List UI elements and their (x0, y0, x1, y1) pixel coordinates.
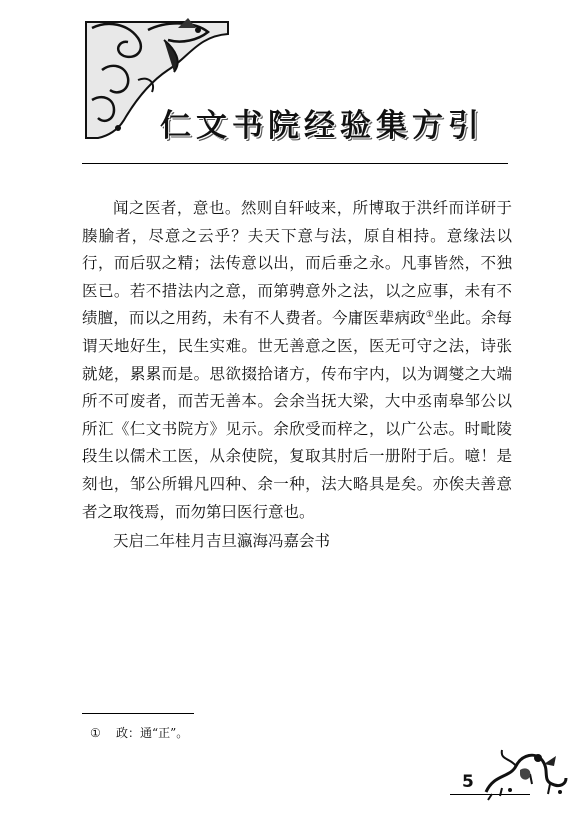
page-number: 5 (462, 772, 474, 792)
paragraph-text-before: 闻之医者，意也。然则自轩岐来，所博取于洪纤而详研于腠腧者，尽意之云乎？夫天下意与法，原自相持。意缘法以行，而后驭之精；法传意以出，而后垂之永。凡事皆然，不独医已。若不措法内之意，而第骋意外之法，以之应事，未有不绩膻，而以之用药，未有不人费者。今庸医辈病政 (82, 199, 512, 328)
main-text (82, 195, 512, 556)
footnote-marker: ① (425, 310, 434, 321)
signature-line: 天启二年桂月吉旦瀛海冯嘉会书 (113, 532, 331, 551)
page-title: 仁文书院经验集方引 (160, 108, 484, 144)
body-paragraph (82, 195, 512, 526)
footnote-divider (82, 713, 194, 714)
title-divider (82, 163, 508, 164)
paragraph-text-after: 坐此。余每谓天地好生，民生实难。世无善意之医，医无可守之法，诗张就姥，累累而是。思欲掇拾诸方，传布宇内，以为调燮之大端所不可废者，而苦无善本。会余当抚大梁，大中丞南皋邹公以所汇《仁文书院方》见示。余欣受而梓之，以广公志。时毗陵段生以儒术工医，从余使院，复取其肘后一册附于后。噫！是刻也，邹公所辑凡四种、余一种，法大略具是矣。亦俟夫善意者之取筏焉，而勿第曰医行意也。 (82, 309, 512, 521)
footnote-text: 政：通“正”。 (116, 726, 189, 740)
footnote (90, 724, 188, 741)
decorative-dragon-ornament (480, 744, 570, 802)
footnote-number: ① (90, 726, 101, 740)
